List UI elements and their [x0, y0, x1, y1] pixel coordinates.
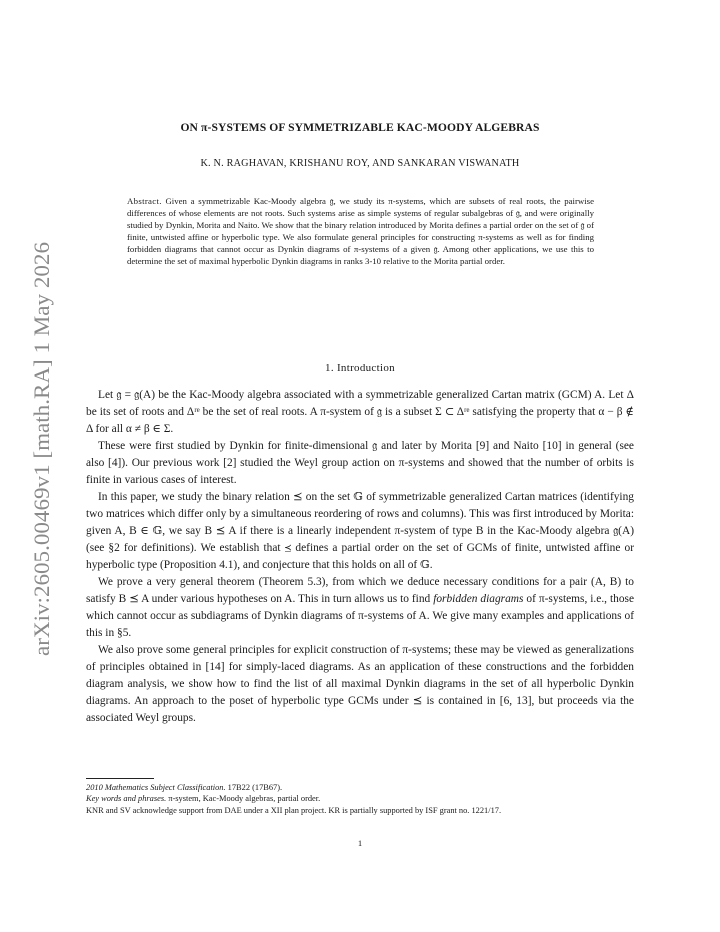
- abstract: [127, 195, 594, 268]
- body-text: [86, 387, 634, 727]
- paragraph: We also prove some general principles for explicit construction of π-systems; these may be viewed as generalizations of principles obtained in [14] for simply-laced diagrams. As an application of these constructions and the forbidden diagram analysis, we show how to find the list of all maximal Dynkin diagrams in the set of all hyperbolic Dynkin diagrams. An approach to the poset of hyperbolic type GCMs under ⪯ is contained in [6, 13], but proceeds via the associated Weyl groups.: [86, 644, 634, 724]
- footnote-msc: [86, 782, 634, 793]
- emphasized-term: forbidden diagrams: [433, 593, 524, 605]
- footnote-rule: [86, 778, 154, 779]
- arxiv-side-label: [16, 238, 62, 658]
- paragraph-text: of π-systems, i.e., those which cannot occur as subdiagrams of Dynkin diagrams of π-systems of A. We give many examples and applications of this in §5.: [86, 593, 634, 639]
- abstract-text: Given a symmetrizable Kac-Moody algebra 𝔤, we study its π-systems, which are subsets of real roots, the pairwise differences of whose elements are not roots. Such systems arise as simple systems of regular subalgebras of 𝔤, and were originally studied by Dynkin, Morita and Naito. We show that the binary relation introduced by Morita defines a partial order on the set of 𝔤 of finite, untwisted affine or hyperbolic type. We also formulate general principles for constructing π-systems as well as for finding forbidden diagrams that cannot occur as Dynkin diagrams of π-systems of a given 𝔤. Among other applications, we use this to determine the set of maximal hyperbolic Dynkin diagrams in ranks 3-10 relative to the Morita partial order.: [127, 196, 594, 267]
- abstract-label: Abstract.: [127, 196, 162, 206]
- paragraph: Let 𝔤 = 𝔤(A) be the Kac-Moody algebra associated with a symmetrizable generalized Cartan matrix (GCM) A. Let Δ be its set of roots and Δʳᵉ be the set of real roots. A π-system of 𝔤 is a subset Σ ⊂ Δʳᵉ satisfying the property that α − β ∉ Δ for all α ≠ β ∈ Σ.: [86, 389, 634, 435]
- author-list: K. N. RAGHAVAN, KRISHANU ROY, AND SANKARAN VISWANATH: [200, 158, 520, 169]
- paragraph: In this paper, we study the binary relation ⪯ on the set 𝔾 of symmetrizable generalized Cartan matrices (identifying two matrices which differ only by a simultaneous reordering of rows and columns). This was first introduced by Morita: given A, B ∈ 𝔾, we say B ⪯ A if there is a linearly independent π-system of type B in the Kac-Moody algebra 𝔤(A) (see §2 for definitions). We establish that ⪯ defines a partial order on the set of GCMs of finite, untwisted affine or hyperbolic type (Proposition 4.1), and conjecture that this holds on all of 𝔾.: [86, 491, 634, 571]
- paragraph: These were first studied by Dynkin for finite-dimensional 𝔤 and later by Morita [9] and Naito [10] in general (see also [4]). Our previous work [2] studied the Weyl group action on π-systems and showed that the number of orbits is finite in various cases of interest.: [86, 440, 634, 486]
- footnote-acknowledgement: KNR and SV acknowledge support from DAE under a XII plan project. KR is partially supported by ISF grant no. 1221/17.: [86, 805, 502, 815]
- footnotes: [86, 782, 634, 816]
- keywords-value: π-system, Kac-Moody algebras, partial order.: [168, 794, 321, 804]
- page-number: 1: [357, 838, 363, 848]
- paper-title: ON π-SYSTEMS OF SYMMETRIZABLE KAC-MOODY ALGEBRAS: [180, 121, 540, 134]
- keywords-label: Key words and phrases.: [86, 794, 167, 804]
- footnote-keywords: [86, 793, 634, 804]
- msc-value: 17B22 (17B67).: [227, 783, 283, 792]
- msc-label: 2010 Mathematics Subject Classification.: [86, 783, 226, 792]
- paragraph: [86, 574, 634, 642]
- paragraph-text: We prove a very general theorem (Theorem 5.3), from which we deduce necessary conditions for a pair (A, B) to satisfy B ⪯ A under various hypotheses on A. This in turn allows us to find: [86, 576, 634, 605]
- arxiv-identifier: arXiv:2605.00469v1 [math.RA] 1 May 2026: [29, 261, 54, 656]
- section-heading: 1. Introduction: [325, 362, 395, 374]
